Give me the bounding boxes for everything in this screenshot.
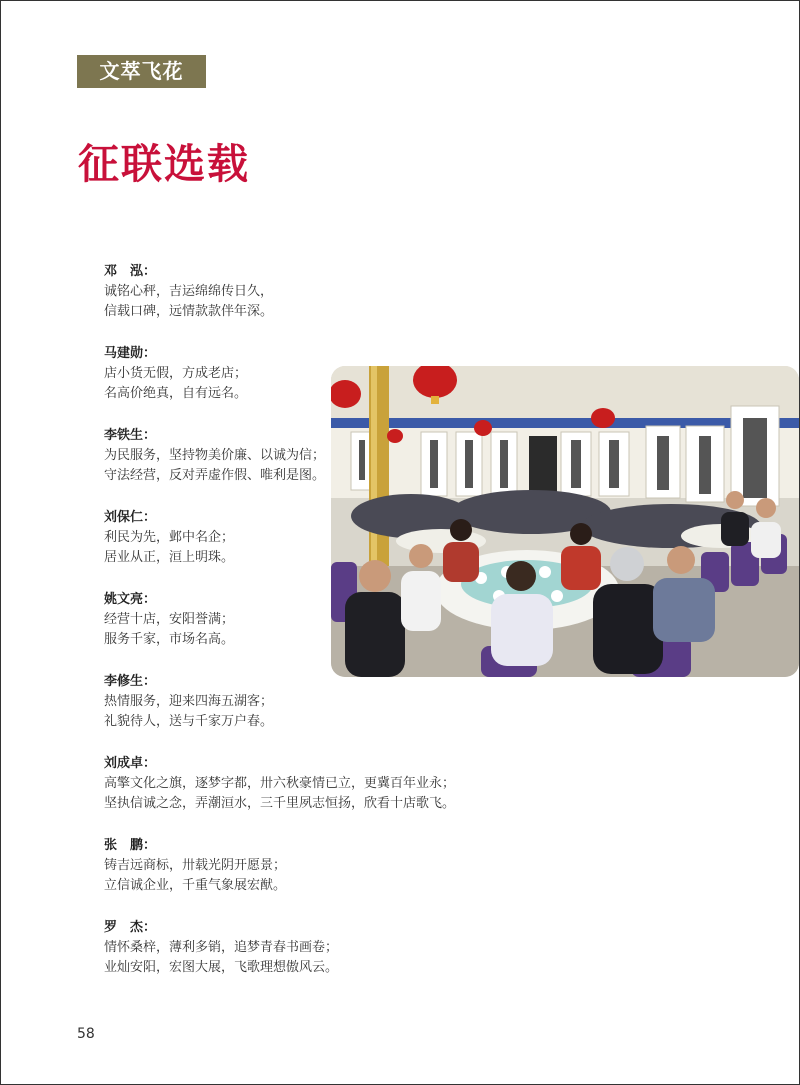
- couplet-entry: [104, 672, 484, 754]
- section-tag: 文萃飞花: [77, 55, 206, 88]
- couplet-entry: [104, 918, 484, 1000]
- couplet-line: 情怀桑梓，薄利多销，追梦青春书画卷；: [104, 940, 339, 955]
- couplet-entry: [104, 754, 484, 836]
- couplet-entry: [104, 836, 484, 918]
- couplet-line: 信载口碑，远情款款伴年深。: [104, 304, 274, 319]
- page-title: 征联选载: [78, 140, 250, 188]
- couplet-line: 铸吉远商标，卅载光阴开愿景；: [104, 858, 287, 873]
- couplet-line: 名高价绝真，自有远名。: [104, 386, 248, 401]
- author-name: 李修生：: [104, 674, 157, 689]
- author-name: 罗 杰：: [104, 920, 157, 935]
- author-name: 刘成卓：: [104, 756, 157, 771]
- couplet-line: 服务千家，市场名高。: [104, 632, 235, 647]
- couplet-line: 为民服务，坚持物美价廉、以诚为信；: [104, 448, 326, 463]
- couplet-line: 高擎文化之旗，逐梦字都，卅六秋豪情已立，更冀百年业永；: [104, 776, 456, 791]
- couplet-line: 居业从正，洹上明珠。: [104, 550, 235, 565]
- couplet-line: 业灿安阳，宏图大展，飞歌理想傲风云。: [104, 960, 339, 975]
- couplet-line: 热情服务，迎来四海五湖客；: [104, 694, 274, 709]
- author-name: 马建勋：: [104, 346, 157, 361]
- author-name: 姚文亮：: [104, 592, 157, 607]
- author-name: 邓 泓：: [104, 264, 157, 279]
- couplet-line: 坚执信诚之念，弄潮洹水，三千里夙志恒扬，欣看十店歌飞。: [104, 796, 456, 811]
- couplet-line: 经营十店，安阳誉满；: [104, 612, 235, 627]
- couplet-line: 店小货无假，方成老店；: [104, 366, 248, 381]
- couplet-line: 礼貌待人，送与千家万户春。: [104, 714, 274, 729]
- author-name: 张 鹏：: [104, 838, 157, 853]
- couplet-line: 利民为先，邺中名企；: [104, 530, 235, 545]
- couplet-line: 立信诚企业，千重气象展宏猷。: [104, 878, 287, 893]
- page-number: 58: [77, 1026, 95, 1042]
- author-name: 刘保仁：: [104, 510, 157, 525]
- couplet-entry: [104, 262, 484, 344]
- banquet-photo: [331, 366, 799, 677]
- couplet-line: 守法经营，反对弄虚作假、唯利是图。: [104, 468, 326, 483]
- couplet-line: 诚铭心秤，吉运绵绵传日久，: [104, 284, 274, 299]
- author-name: 李铁生：: [104, 428, 157, 443]
